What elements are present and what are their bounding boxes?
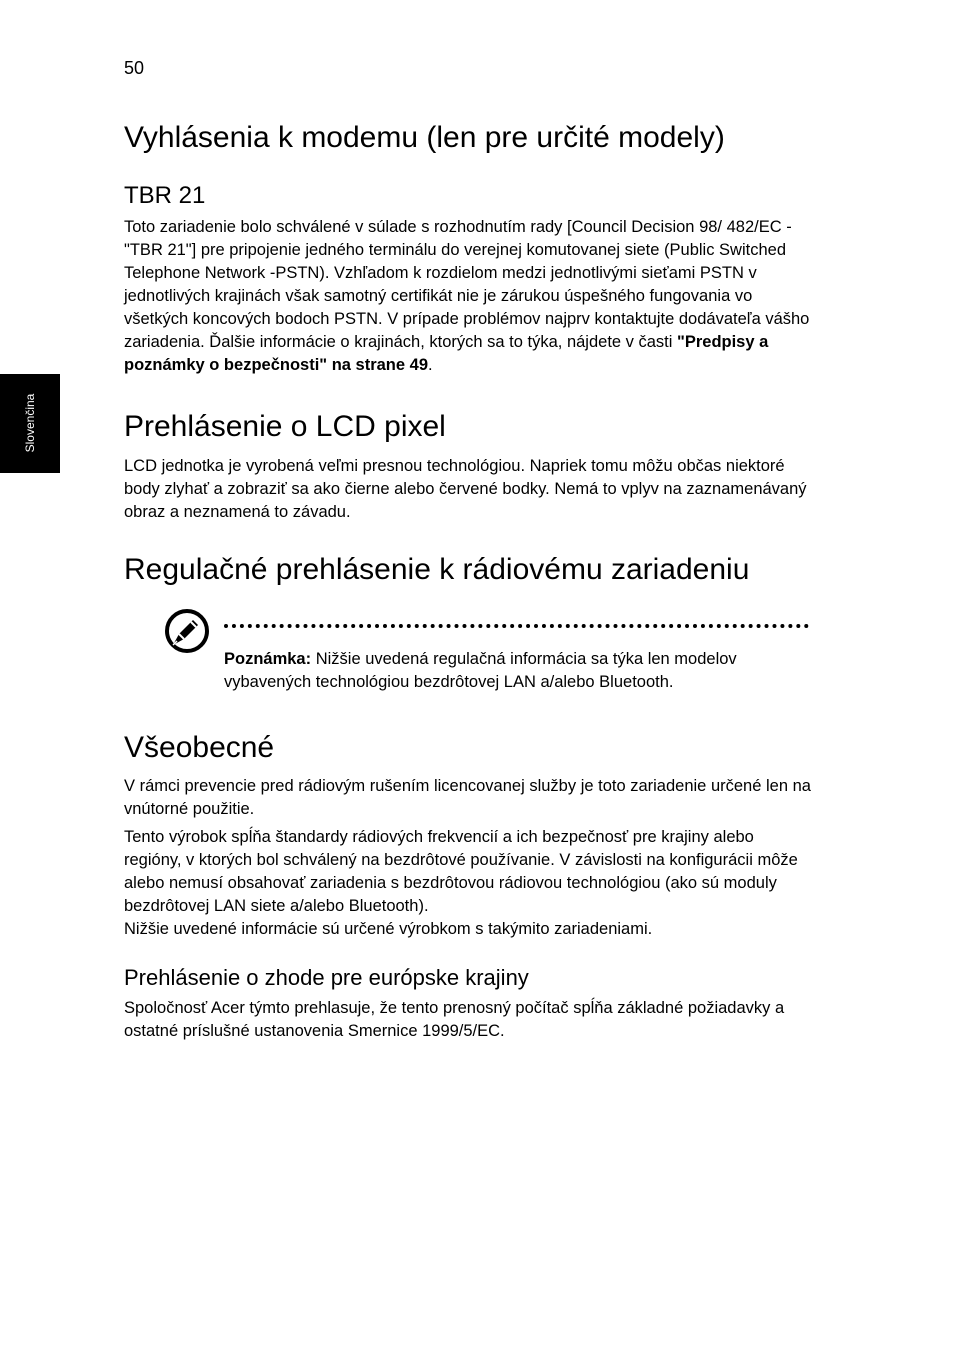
heading-radio: Regulačné prehlásenie k rádiovému zariadeniu [124,553,750,586]
general-paragraph-2: Tento výrobok spĺňa štandardy rádiových frekvencií a ich bezpečnosť pre krajiny alebo regióny, v ktorých bol schválený na bezdrôtové používanie. V závislosti na konfigurácii môže alebo nemusí obsahovať zariadenia s bezdrôtovou rádiovou technológiou (ako sú moduly bezdrôtovej LAN siete a/alebo Bluetooth). [124,828,798,915]
note-label: Poznámka: [224,650,312,668]
lcd-paragraph: LCD jednotka je vyrobená veľmi presnou technológiou. Napriek tomu môžu občas niektoré body zlyhať a zobraziť sa ako čierne alebo červené bodky. Nemá to vplyv na zaznamenávaný obraz a neznamená to závadu. [124,457,807,521]
note-pen-icon [164,608,210,654]
heading-lcd: Prehlásenie o LCD pixel [124,410,446,443]
language-side-tab [0,374,60,473]
modem-reference: "Predpisy a poznámky o bezpečnosti" na strane 49 [124,333,769,374]
eu-paragraph: Spoločnosť Acer týmto prehlasuje, že tento prenosný počítač spĺňa základné požiadavky a ostatné príslušné ustanovenia Smernice 1999/5/EC. [124,999,785,1040]
heading-eu-conformity: Prehlásenie o zhode pre európske krajiny [124,965,529,990]
page-content [124,112,814,1043]
note-block [124,600,814,704]
page-number: 50 [124,58,145,78]
modem-paragraph [124,216,814,377]
modem-text: Toto zariadenie bolo schválené v súlade s rozhodnutím rady [Council Decision 98/ 482/EC - "TBR 21"] pre pripojenie jedného terminálu do verejnej komutovanej siete (Public Switched Telephone Network -PSTN). Vzhľadom k rozdielom medzi jednotlivými sieťami PSTN v jednotlivých krajinách však samotný certifikát nie je zárukou úspešného fungovania vo všetkých koncových bodoch PSTN. V prípade problémov najprv kontaktujte dodávateľa vášho zariadenia. Ďalšie informácie o krajinách, ktorých sa to týka, nájdete v časti [124,218,810,351]
heading-general: Všeobecné [124,731,275,764]
side-tab-label: Slovenčina [23,393,37,453]
heading-modem: Vyhlásenia k modemu (len pre určité modely) [124,121,725,154]
general-paragraph-3: Nižšie uvedené informácie sú určené výrobkom s takýmito zariadeniami. [124,920,653,938]
general-paragraph-1: V rámci prevencie pred rádiovým rušením licencovanej služby je toto zariadenie určené len na vnútorné použitie. [124,777,811,818]
note-dotted-divider [224,624,809,628]
note-paragraph [224,648,814,694]
subheading-tbr21: TBR 21 [124,182,206,209]
modem-text-end: . [428,356,433,374]
note-text: Nižšie uvedená regulačná informácia sa týka len modelov vybavených technológiou bezdrôtovej LAN a/alebo Bluetooth. [224,650,737,691]
